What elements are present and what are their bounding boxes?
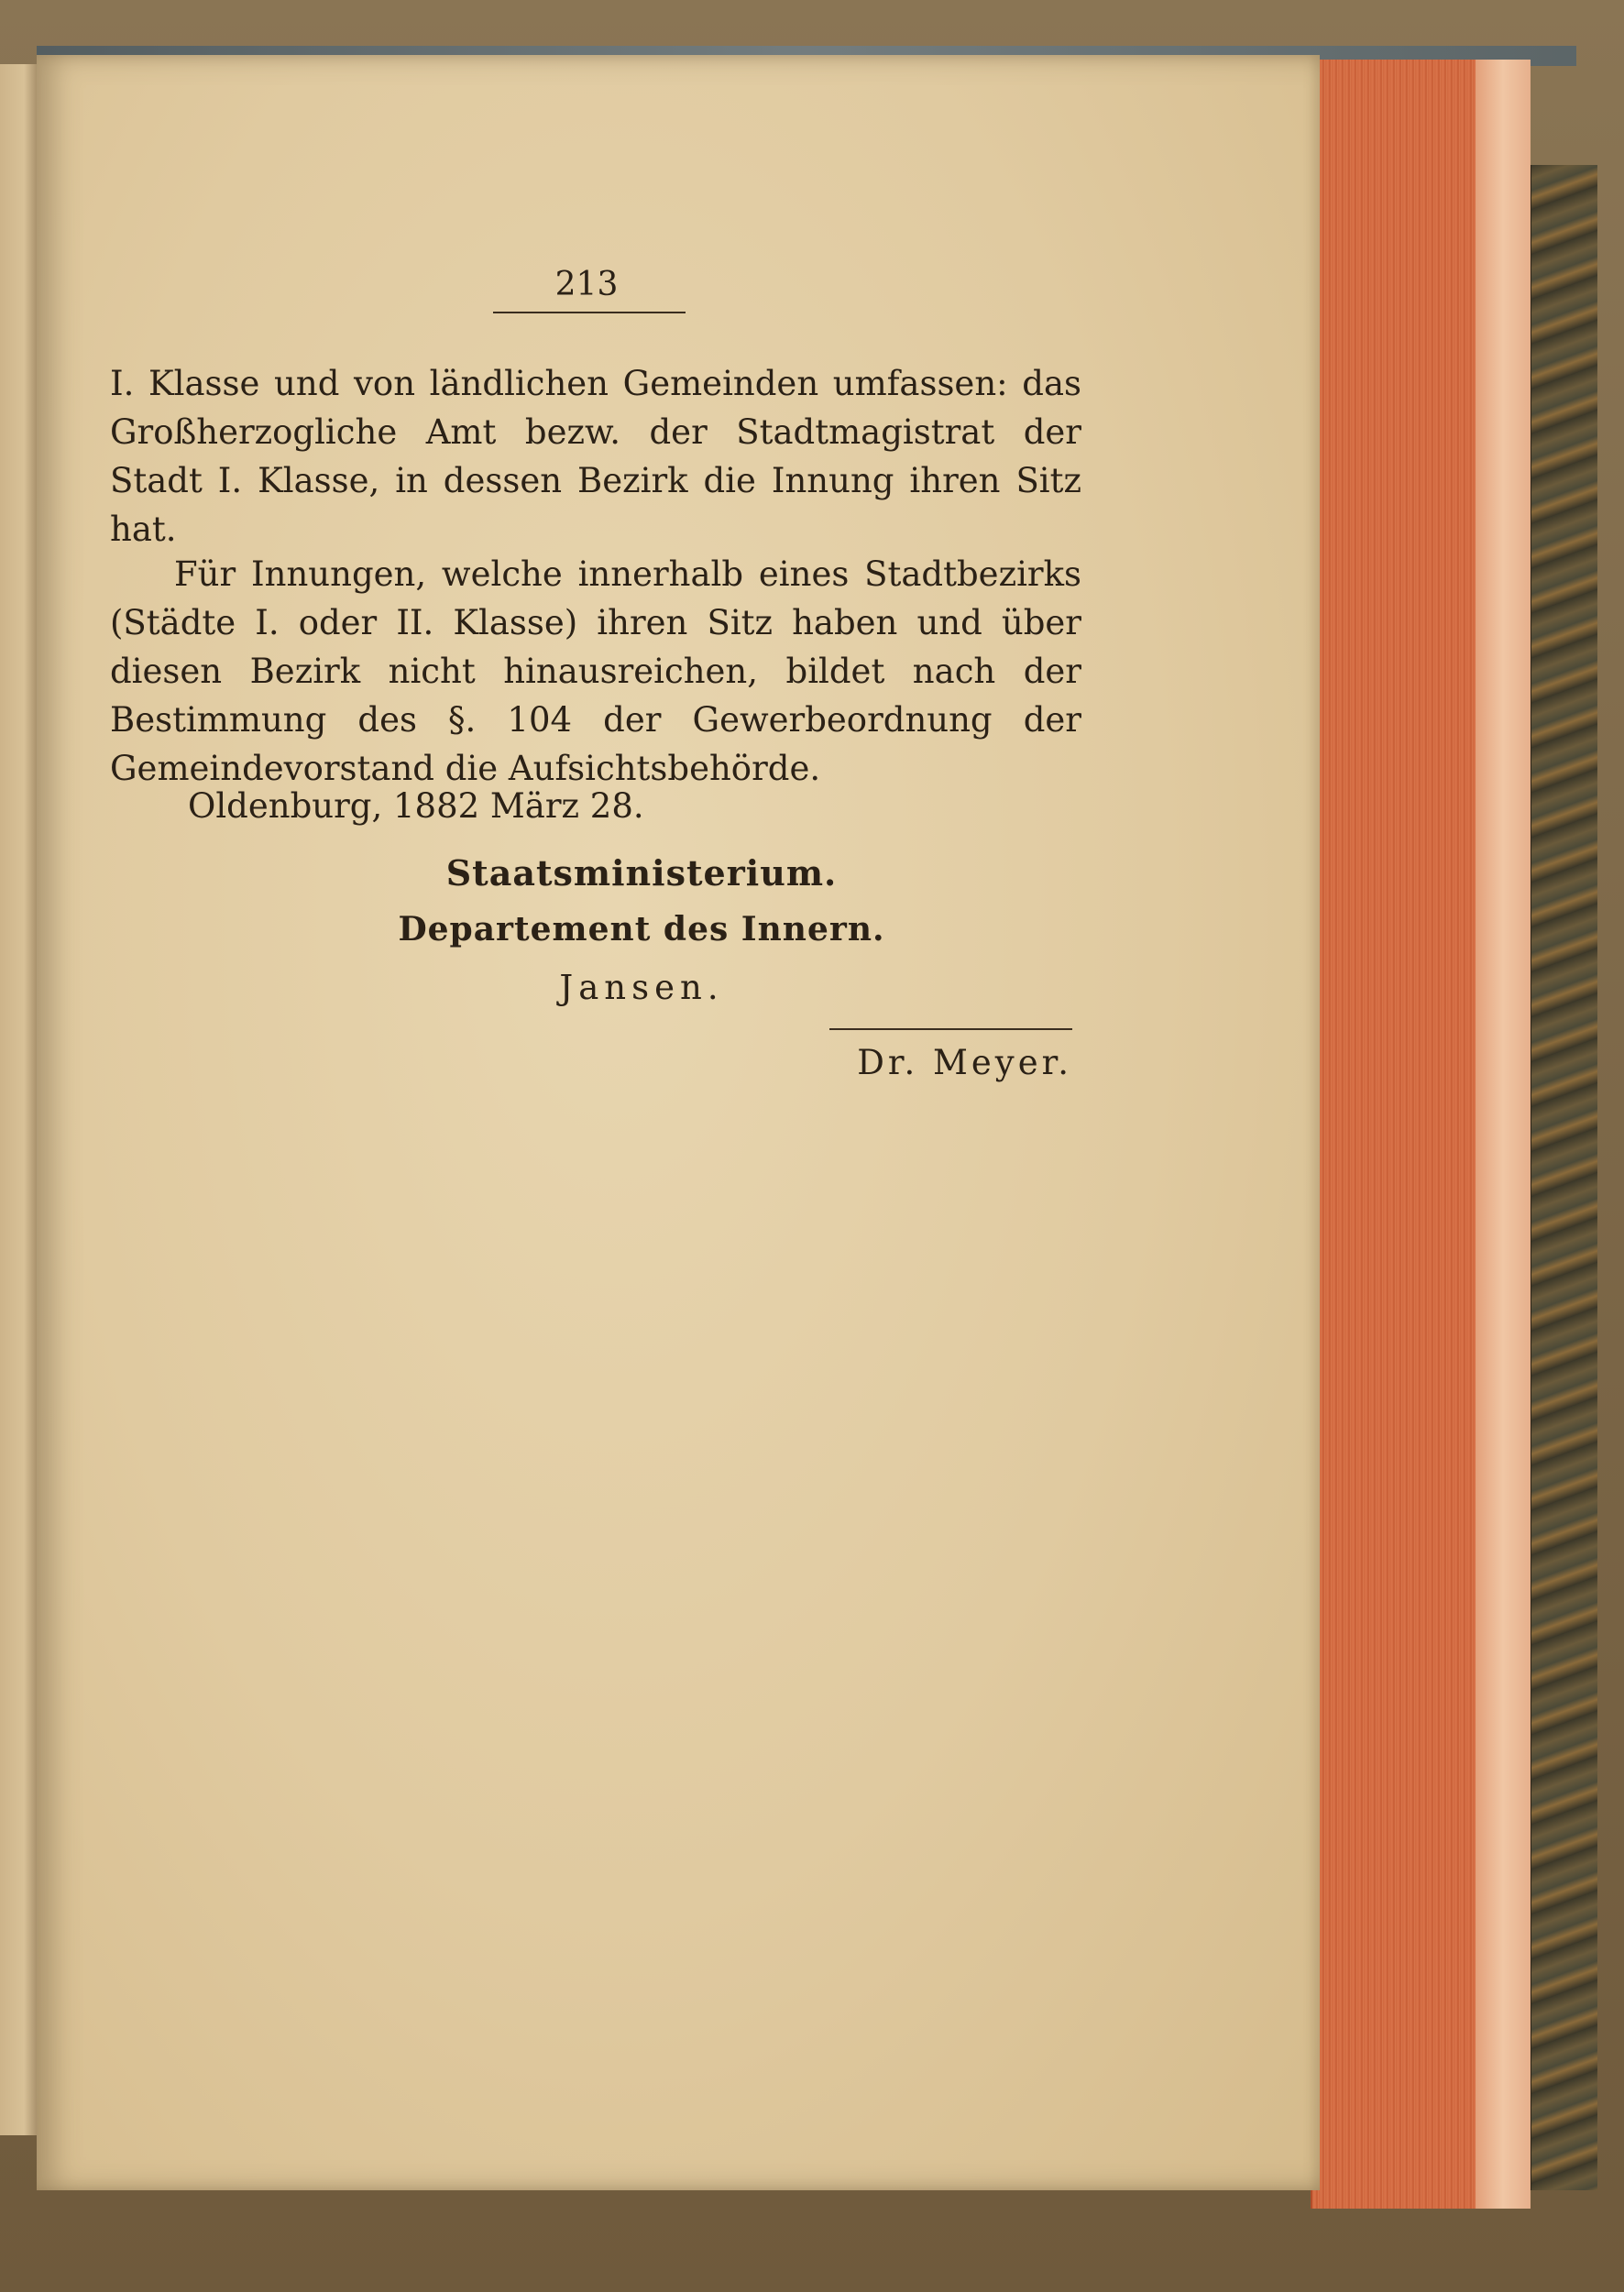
ministry-heading: Staatsministerium.	[445, 852, 838, 894]
paragraph-2: Für Innungen, welche innerhalb eines Stadtbezirks (Städte I. oder II. Klasse) ihren Sitz haben und über diesen Bezirk nicht hinausreichen, bildet nach der Bestimmung des §. 104 der Gewerbeordnung der Gemeindevorstand die Aufsichtsbehörde.	[110, 554, 1081, 788]
signature-meyer: Dr. Meyer.	[857, 1043, 1072, 1082]
page-number: 213	[554, 266, 619, 303]
dateline: Oldenburg, 1882 März 28.	[188, 786, 644, 826]
page-number-rule	[493, 312, 686, 313]
page-block-edge-light	[1476, 60, 1531, 2209]
department-heading: Departement des Innern.	[398, 910, 885, 949]
signature-jansen: Jansen.	[559, 968, 724, 1007]
signature-rule	[829, 1028, 1072, 1030]
marbled-cover	[1529, 165, 1597, 2190]
paragraph-1: I. Klasse und von ländlichen Gemeinden umfassen: das Großherzogliche Amt bezw. der Stadtmagistrat der Stadt I. Klasse, in dessen Bezirk die Innung ihren Sitz hat.	[110, 364, 1081, 549]
